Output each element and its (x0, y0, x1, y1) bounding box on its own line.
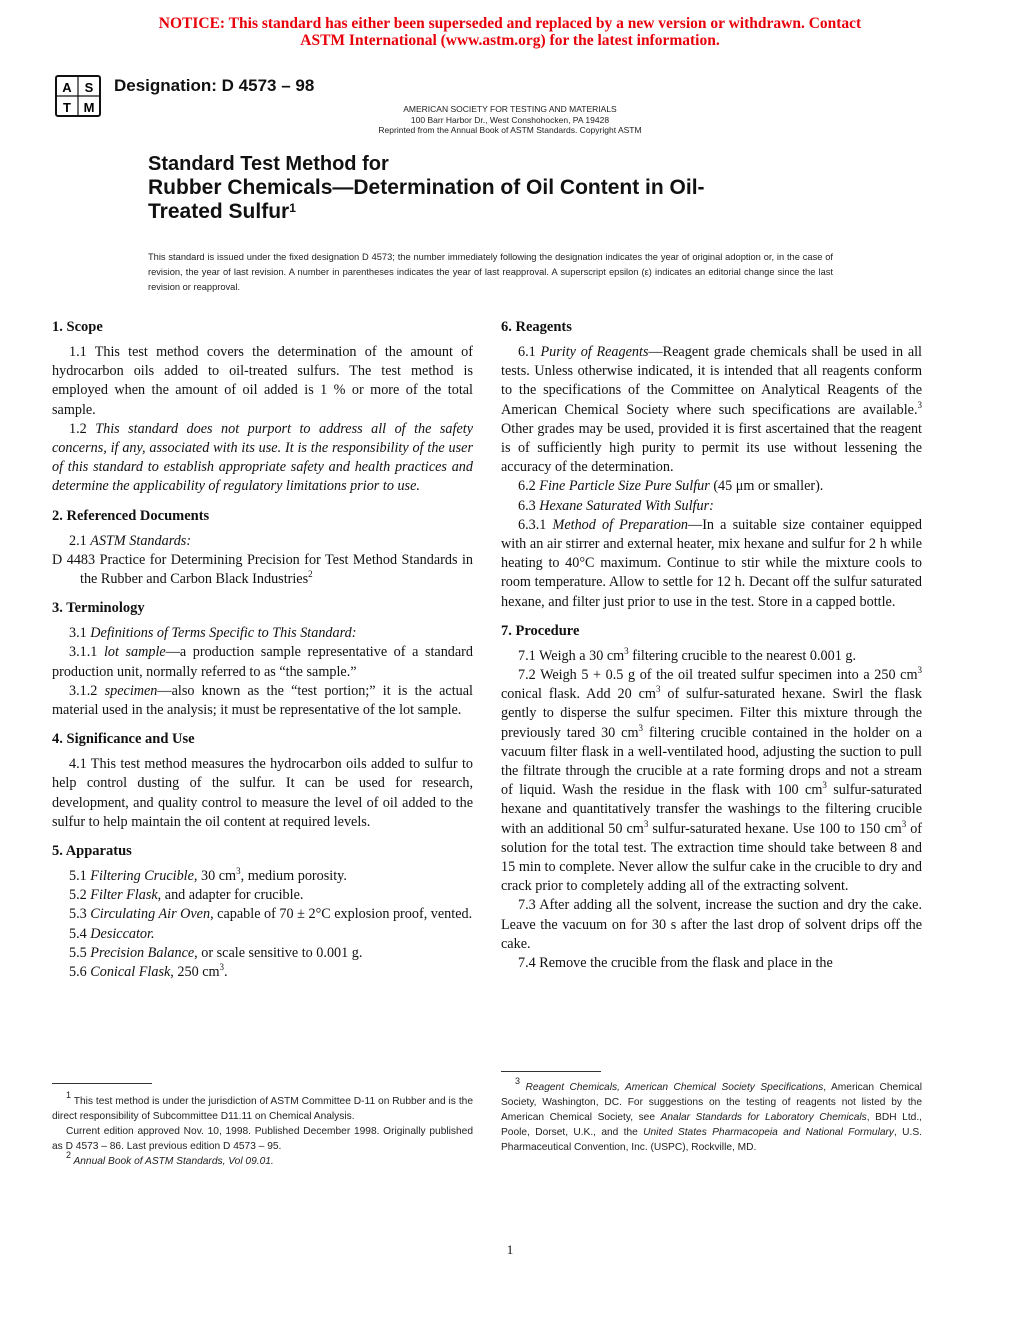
footnote-1: $^1$ This test method is under the jurisdiction of ASTM Committee D-11 on Rubber and is the direct responsibility of Subcommittee D11.11 on Chemical Analysis. (52, 1090, 473, 1122)
society-header (300, 104, 720, 136)
designation: Designation: D 4573 – 98 (114, 76, 315, 95)
section-heading: 4. Significance and Use (52, 731, 195, 748)
section-reagents (501, 318, 922, 612)
section-heading: 3. Terminology (52, 600, 145, 617)
paragraph: 3.1.2 specimen—also known as the “test portion;” it is the actual material used in the analysis; it must be representative of the lot sample. (52, 682, 473, 719)
section-apparatus (52, 842, 473, 982)
section-heading: 2. Referenced Documents (52, 507, 210, 524)
footnote-1-edition: Current edition approved Nov. 10, 1998. Published December 1998. Originally published as D 4573 – 86. Last previous edition D 4573 – 95. (52, 1126, 473, 1152)
paragraph: 6.3 Hexane Saturated With Sulfur: (518, 497, 714, 514)
society-address: 100 Barr Harbor Dr., West Conshohocken, PA 19428 (410, 114, 610, 125)
section-referenced-documents (52, 507, 473, 590)
paragraph: 6.1 Purity of Reagents—Reagent grade chemicals shall be used in all tests. Unless otherwise indicated, it is intended that all reagents conform to the specifications of the Committee on Analytical Reagents of the American Chemical Society where such specifications are available.$^3$ Other grades may be used, provided it is first ascertained that the reagent is of sufficiently high purity to permit its use without lessening the accuracy of the determination. (501, 344, 922, 476)
paragraph: 7.2 Weigh 5 + 0.5 g of the oil treated sulfur specimen into a 250 $cm^3$ conical flask. Add 20 $cm^3$ of sulfur-saturated hexane. Swirl the flask gently to disperse the sulfur specimen. Filter this mixture through the previously tared 30 $cm^3$ filtering crucible contained in the holder on a vacuum filter flask in a well-ventilated hood, adjusting the suction to pull the filtrate through the crucible at a rate forming drops and not a stream of liquid. Wash the residue in the flask with 100 $cm^3$ sulfur-saturated hexane and quantitatively transfer the washings to the filtering crucible with an additional 50 $cm^3$ sulfur-saturated hexane. Use 100 to 150 $cm^3$ of solution for the total test. The extraction time should take between 8 and 15 min to complete. Never allow the sulfur cake in the crucible to dry and crack prior to completely adding all of the extracting solvent. (501, 665, 923, 895)
apparatus-item: 5.3 Circulating Air Oven, capable of 70 ± 2°C explosion proof, vented. (69, 906, 473, 923)
reference-entry: D 4483 Practice for Determining Precision for Test Method Standards in the Rubber and Carbon Black Industries$^2$ (52, 551, 473, 588)
apparatus-item: 5.1 Filtering Crucible, 30 $cm^3$, medium porosity. (69, 866, 347, 885)
paragraph: 6.3.1 Method of Preparation—In a suitable size container equipped with an air stirrer and external heater, mix hexane and sulfur for 2 h while heating to 40°C maximum. Continue to stir while the mixture cools to room temperature. Allow to settle for 12 h. Decant off the sulfur saturated hexane, and filter just prior to use in the test. Store in a capped bottle. (501, 516, 922, 610)
notice-line-1: NOTICE: This standard has either been superseded and replaced by a new version or withdrawn. Contact (158, 15, 862, 32)
apparatus-item: 5.6 Conical Flask, 250 $cm^3$. (69, 962, 228, 981)
paragraph: 1.1 This test method covers the determination of the amount of hydrocarbon oils added to oil-treated sulfurs. The test method is employed when the amount of oil added is 1 % or more of the total sample. (52, 344, 473, 418)
section-terminology (52, 599, 473, 720)
title-line-2: Rubber Chemicals—Determination of Oil Content in Oil- (148, 176, 705, 199)
title-footnote-mark[interactable]: 1 (289, 201, 296, 215)
document-title (148, 152, 868, 224)
reprint-note: Reprinted from the Annual Book of ASTM Standards. Copyright ASTM (378, 125, 642, 135)
footnote-divider (52, 1083, 152, 1084)
paragraph: 3.1 Definitions of Terms Specific to This Standard: (69, 625, 357, 642)
footnotes-left (52, 1090, 473, 1169)
section-procedure (501, 622, 922, 973)
svg-text:A: A (62, 80, 72, 95)
footnote-2: $^2$ Annual Book of ASTM Standards, Vol 09.01. (66, 1150, 274, 1167)
section-scope (52, 318, 473, 497)
page-number: 1 (506, 1242, 514, 1257)
footnote-divider (501, 1071, 601, 1072)
society-name: AMERICAN SOCIETY FOR TESTING AND MATERIALS (403, 104, 617, 114)
paragraph: 7.3 After adding all the solvent, increase the suction and dry the cake. Leave the vacuum on for 30 s after the last drop of solvent drips off the cake. (501, 897, 922, 952)
svg-text:S: S (84, 80, 94, 95)
left-column (52, 318, 473, 992)
apparatus-item: 5.4 Desiccator. (69, 925, 155, 942)
paragraph: 4.1 This test method measures the hydrocarbon oils added to sulfur to help control dusting of the sulfur. It can be used for research, development, and quality control to measure the level of oil added to the sulfur to help maintain the oil content at required levels. (52, 756, 473, 830)
apparatus-item: 5.5 Precision Balance, or scale sensitive to 0.001 g. (69, 944, 363, 961)
right-column (501, 318, 922, 983)
astm-logo-icon (52, 72, 104, 120)
title-line-1: Standard Test Method for (148, 153, 389, 175)
paragraph: 3.1.1 lot sample—a production sample representative of a standard production unit, normally referred to as “the sample.” (52, 644, 474, 680)
svg-text:M: M (83, 100, 95, 115)
paragraph: 7.1 Weigh a 30 $cm^3$ filtering crucible to the nearest 0.001 g. (518, 645, 856, 664)
withdrawal-notice (0, 15, 1020, 49)
section-heading: 6. Reagents (501, 319, 572, 335)
section-heading: 7. Procedure (501, 622, 580, 639)
notice-line-2: ASTM International (www.astm.org) for the latest information. (300, 32, 720, 49)
section-heading: 1. Scope (52, 319, 103, 335)
apparatus-item: 5.2 Filter Flask, and adapter for crucible. (69, 887, 304, 904)
footnote-3: $^3$ Reagent Chemicals, American Chemical Society Specifications, American Chemical Society, Washington, DC. For suggestions on the testing of reagents not listed by the American Chemical Society, see Analar Standards for Laboratory Chemicals, BDH Ltd., Poole, Dorset, U.K., and the United States Pharmacopeia and National Formulary, U.S. Pharmaceutical Convention, Inc. (USPC), Rockville, MD. (501, 1076, 923, 1153)
paragraph: 7.4 Remove the crucible from the flask and place in the (518, 955, 833, 972)
section-significance (52, 730, 473, 832)
svg-text:T: T (63, 100, 71, 115)
issuance-note: This standard is issued under the fixed designation D 4573; the number immediately following the designation indicates the year of original adoption or, in the case of revision, the year of last revision. A number in parentheses indicates the year of last reapproval. A superscript epsilon (ε) indicates an editorial change since the last revision or reapproval. (148, 252, 833, 292)
section-heading: 5. Apparatus (52, 843, 132, 860)
paragraph: 1.2 This standard does not purport to address all of the safety concerns, if any, associated with its use. It is the responsibility of the user of this standard to establish appropriate safety and health practices and determine the applicability of regulatory limitations prior to use. (52, 420, 473, 495)
paragraph: 2.1 ASTM Standards: (69, 532, 192, 549)
title-line-3: Treated Sulfur$^1$ (148, 200, 296, 223)
paragraph: 6.2 Fine Particle Size Pure Sulfur (45 μm or smaller). (518, 478, 824, 495)
